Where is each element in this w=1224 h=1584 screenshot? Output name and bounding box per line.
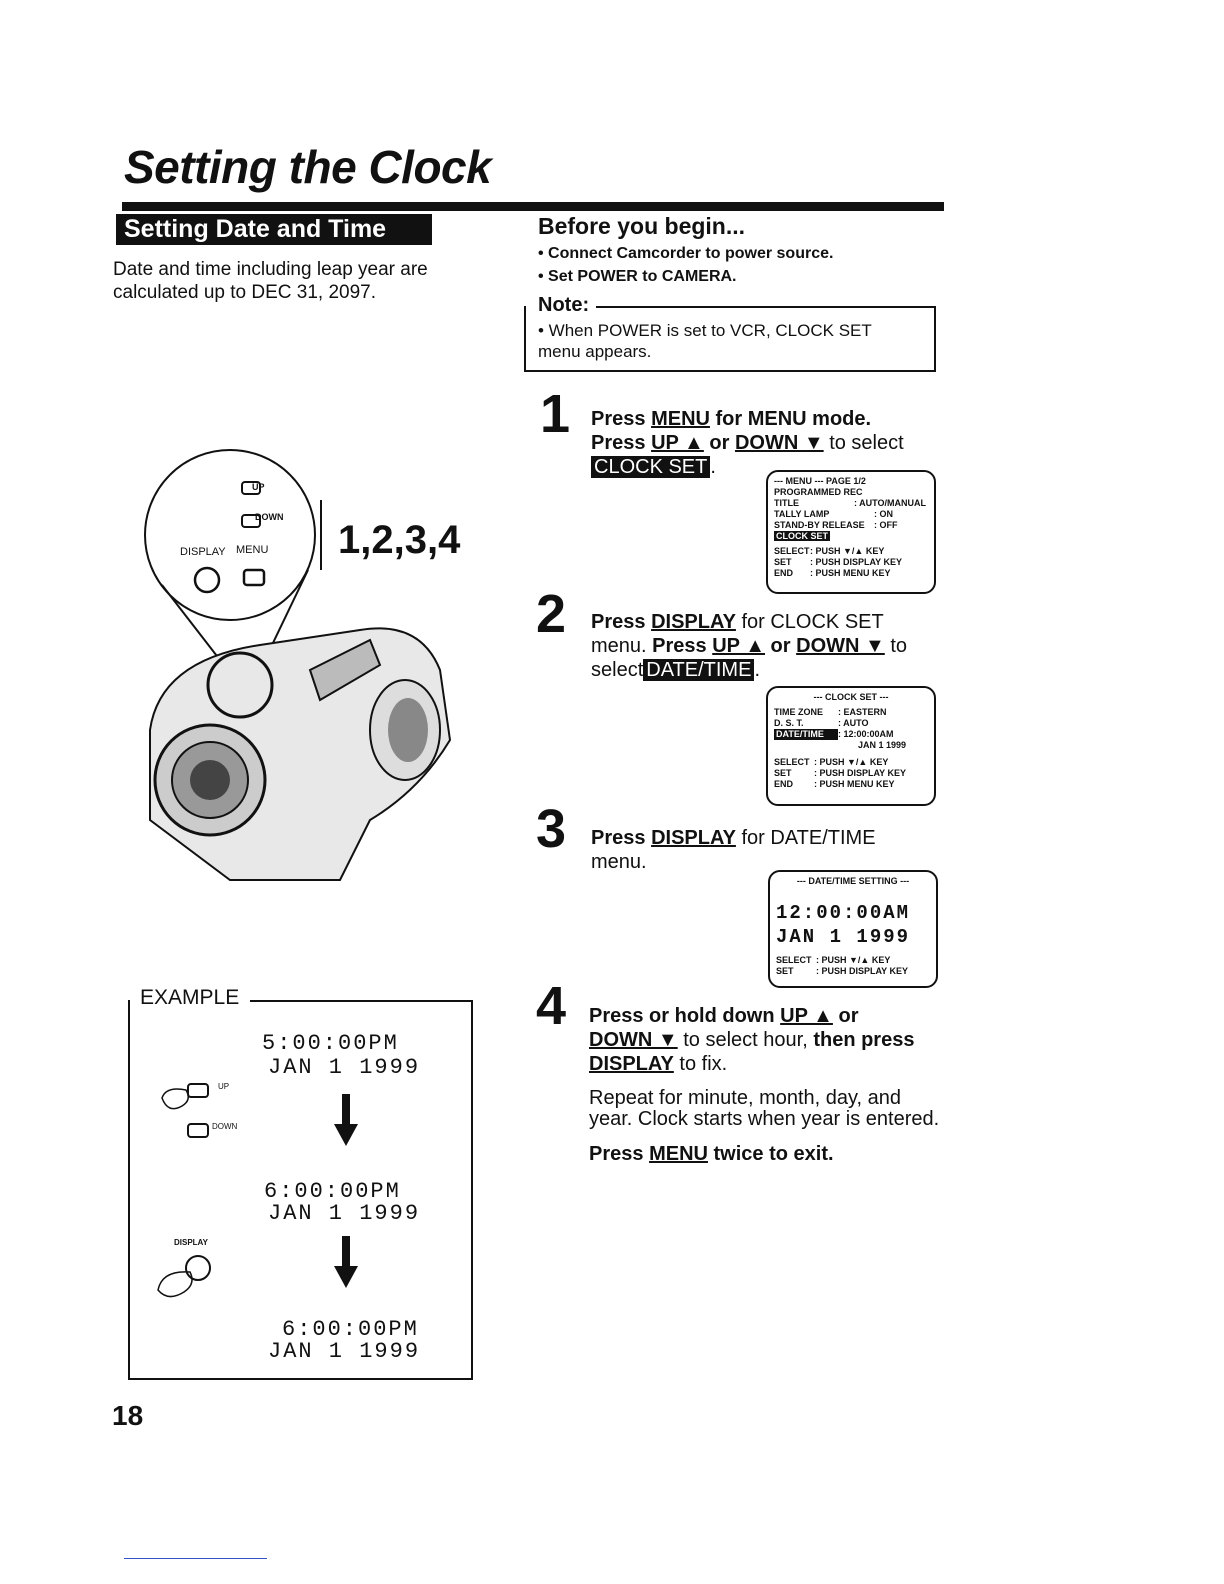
hand-press-up-down-icon (156, 1078, 256, 1148)
example-up-label: UP (218, 1082, 230, 1091)
callout-bracket (320, 500, 334, 570)
note-rule (596, 306, 936, 308)
arrow-down-icon (334, 1094, 358, 1146)
date-time-screen: --- DATE/TIME SETTING --- 12:00:00AM JAN 1 1999 SELECT : PUSH ▼/▲ KEY SET : PUSH DISPLAY KEY (768, 870, 938, 988)
before-bullet: • Set POWER to CAMERA. (538, 268, 737, 285)
camcorder-illustration (120, 440, 480, 900)
hand-press-display-icon (150, 1250, 220, 1310)
camera-up-label: UP (252, 482, 265, 492)
step-2-text: Press DISPLAY for CLOCK SET menu. Press UP ▲ or DOWN ▼ to select DATE/TIME . (591, 611, 908, 681)
camera-display-label: DISPLAY (180, 546, 226, 558)
example-time-3: 6:00:00PM (282, 1317, 419, 1342)
example-down-label: DOWN (212, 1122, 238, 1131)
step-number: 3 (536, 799, 567, 859)
before-title: Before you begin... (538, 213, 746, 239)
example-label: EXAMPLE (136, 986, 243, 1010)
camera-down-label: DOWN (255, 512, 284, 522)
example-date-3: JAN 1 1999 (268, 1339, 421, 1364)
example-time-2: 6:00:00PM (264, 1179, 401, 1204)
example-date-2: JAN 1 1999 (268, 1201, 421, 1226)
example-rule (250, 1000, 473, 1002)
bottom-rule (124, 1558, 267, 1559)
page-number: 18 (112, 1400, 144, 1431)
arrow-down-icon (334, 1236, 358, 1288)
camera-menu-label: MENU (236, 544, 269, 556)
example-display-label: DISPLAY (174, 1238, 208, 1247)
menu-screen: --- MENU --- PAGE 1/2 PROGRAMMED REC TITLE : AUTO/MANUAL TALLY LAMP : ON STAND-BY RELEASE : OFF CLOCK SET SELECT: PUSH ▼/▲ KEY SET : PUSH DISPLAY KEY END : PUSH MENU KEY (766, 470, 936, 594)
clock-set-screen: --- CLOCK SET --- TIME ZONE : EASTERN D. S. T. : AUTO DATE/TIME : 12:00:00AM JAN 1 1999 SELECT : PUSH ▼/▲ KEY SET : PUSH DISPLAY KEY END : PUSH MENU KEY (766, 686, 936, 806)
step-1-text: Press MENU for MENU mode. Press UP ▲ or DOWN ▼ to select CLOCK SET . (591, 408, 904, 478)
section-heading: Setting Date and Time (116, 214, 432, 245)
page-title: Setting the Clock (124, 141, 492, 193)
callout-steps: 1,2,3,4 (338, 518, 461, 562)
step-4-text: Press or hold down UP ▲ or DOWN ▼ to select hour, then press DISPLAY to fix. Repeat for minute, month, day, and year. Clock starts when year is entered. Press MENU twice to exit. (589, 1005, 940, 1165)
step-number: 2 (536, 584, 567, 644)
step-3-text: Press DISPLAY for DATE/TIME menu. (591, 827, 876, 873)
step-number: 1 (540, 384, 571, 444)
note-text: • When POWER is set to VCR, CLOCK SET menu appears. (538, 321, 872, 361)
example-time-1: 5:00:00PM (262, 1031, 399, 1056)
example-date-1: JAN 1 1999 (268, 1055, 421, 1080)
step-number: 4 (536, 976, 567, 1036)
note-label: Note: (538, 294, 593, 317)
before-bullet: • Connect Camcorder to power source. (538, 245, 834, 262)
title-rule (122, 202, 944, 211)
intro-text: Date and time including leap year are calculated up to DEC 31, 2097. (113, 259, 428, 303)
